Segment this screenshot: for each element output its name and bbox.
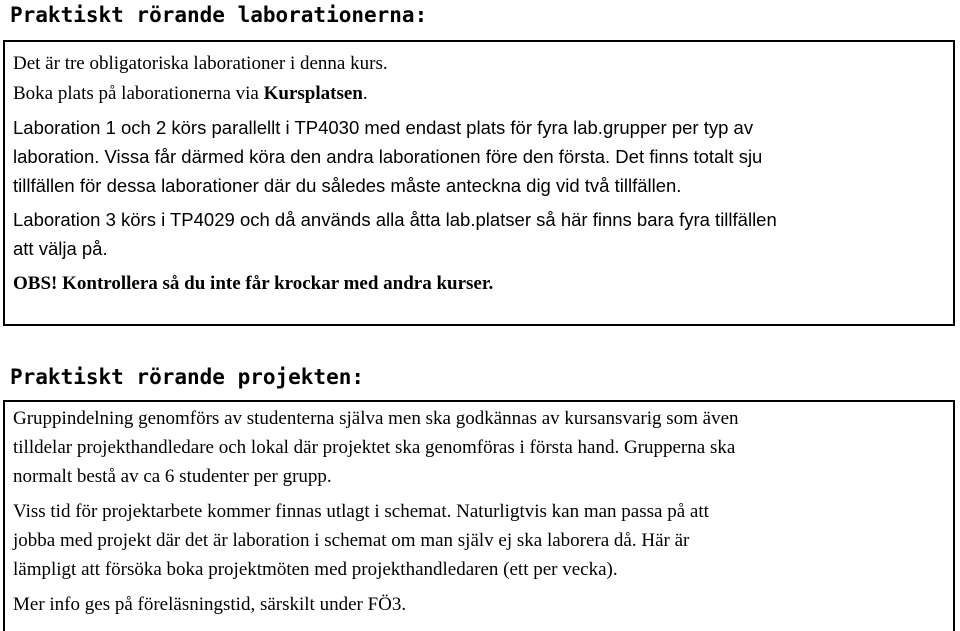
projects-info-box — [3, 400, 955, 631]
paragraph-line: normalt bestå av ca 6 studenter per grupp. — [13, 466, 332, 487]
paragraph-line: Viss tid för projektarbete kommer finnas utlagt i schemat. Naturligtvis kan man passa på att — [13, 501, 709, 522]
paragraph-line: tilldelar projekthandledare och lokal där projektet ska genomföras i första hand. Grupperna ska — [13, 437, 736, 458]
paragraph-line: laboration. Vissa får därmed köra den andra laborationen före den första. Det finns totalt sju — [13, 146, 763, 167]
paragraph-line: Laboration 1 och 2 körs parallellt i TP4030 med endast plats för fyra lab.grupper per typ av — [13, 117, 754, 138]
kursplatsen-link-text: Kursplatsen — [263, 83, 363, 104]
paragraph-project-time — [13, 497, 945, 584]
laborations-info-box — [3, 40, 955, 326]
paragraph-lab-3 — [13, 205, 945, 263]
paragraph-more-info: Mer info ges på föreläsningstid, särskilt under FÖ3. — [13, 594, 407, 615]
obs-warning-text: OBS! Kontrollera så du inte får krockar med andra kurser. — [13, 273, 494, 294]
paragraph-mandatory-labs: Det är tre obligatoriska laborationer i denna kurs. — [13, 53, 388, 74]
paragraph-line: lämpligt att försöka boka projektmöten med projekthandledaren (ett per vecka). — [13, 559, 618, 580]
paragraph-line: Gruppindelning genomförs av studenterna själva men ska godkännas av kursansvarig som även — [13, 408, 739, 429]
section-heading-projects: Praktiskt rörande projekten: — [10, 365, 365, 389]
paragraph-line: jobba med projekt där det är laboration i schemat om man själv ej ska laborera då. Här är — [13, 530, 690, 551]
booking-period: . — [362, 83, 368, 104]
paragraph-group-division — [13, 404, 945, 491]
paragraph-obs-warning — [13, 269, 945, 298]
paragraph-line: att välja på. — [13, 238, 108, 259]
paragraph-booking — [13, 79, 945, 108]
paragraph-line: tillfällen för dessa laborationer där du således måste anteckna dig vid två tillfällen. — [13, 175, 682, 196]
booking-text: Boka plats på laborationerna via — [13, 83, 264, 104]
paragraph-line: Laboration 3 körs i TP4029 och då används alla åtta lab.platser så här finns bara fyra tillfällen — [13, 209, 777, 230]
paragraph-lab-1-2 — [13, 113, 945, 200]
section-heading-laborations: Praktiskt rörande laborationerna: — [10, 3, 428, 27]
